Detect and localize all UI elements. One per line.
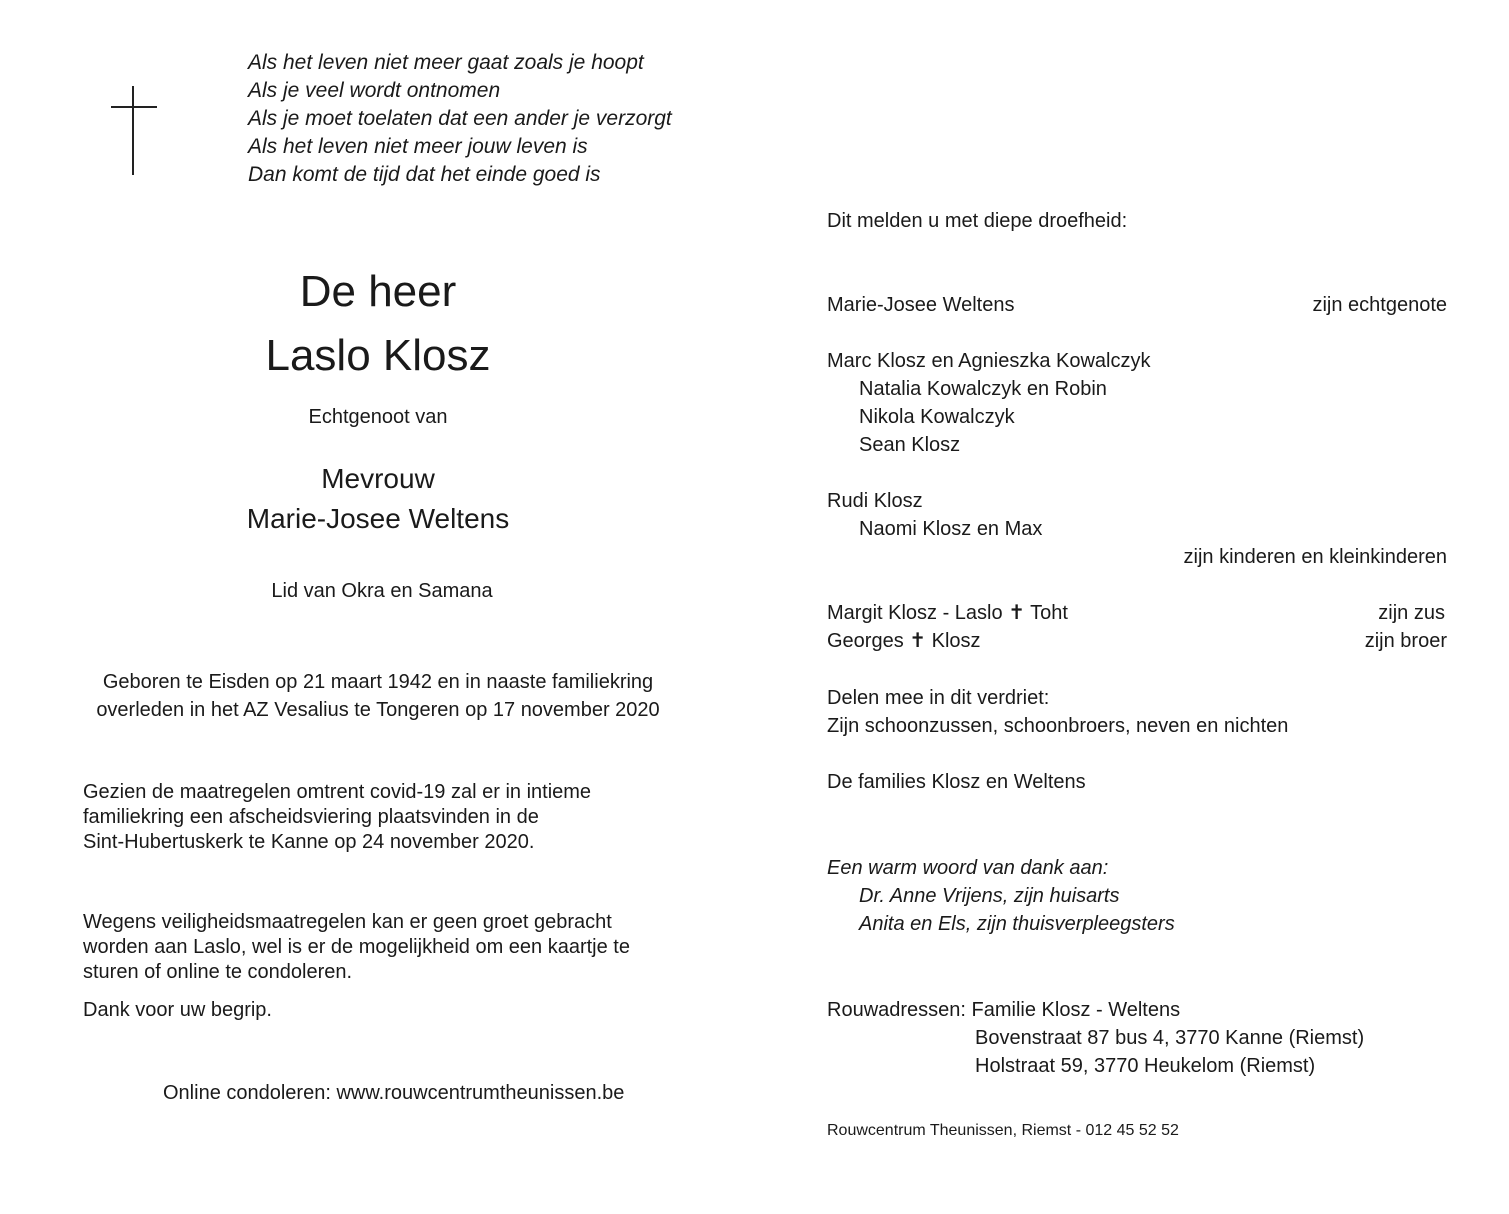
safety-paragraph — [83, 910, 723, 985]
sister-name-part: Margit Klosz - Laslo — [827, 602, 1003, 624]
poem-line: Als je veel wordt ontnomen — [248, 79, 501, 102]
address-line: Holstraat 59, 3770 Heukelom (Riemst) — [975, 1055, 1316, 1077]
thanks-line: Anita en Els, zijn thuisverpleegsters — [859, 913, 1175, 935]
share-line: Zijn schoonzussen, schoonbroers, neven en nichten — [827, 715, 1289, 737]
deceased-title: De heer — [299, 267, 457, 316]
children-role: zijn kinderen en kleinkinderen — [1183, 546, 1447, 568]
thanks-heading: Een warm woord van dank aan: — [827, 857, 1109, 879]
sister-role: zijn zus — [1378, 602, 1445, 624]
birth-death — [78, 668, 678, 724]
child-entry: Marc Klosz en Agnieszka Kowalczyk — [827, 350, 1151, 372]
grandchild-entry: Naomi Klosz en Max — [859, 518, 1043, 540]
families: De families Klosz en Weltens — [827, 771, 1086, 793]
cross-icon: ✝ — [909, 630, 927, 652]
poem-line: Als je moet toelaten dat een ander je verzorgt — [248, 107, 672, 130]
thanks-line: Dr. Anne Vrijens, zijn huisarts — [859, 885, 1120, 907]
membership: Lid van Okra en Samana — [271, 580, 493, 602]
ceremony-paragraph — [83, 780, 723, 855]
announcement: Dit melden u met diepe droefheid: — [827, 210, 1128, 232]
grandchild-entry: Sean Klosz — [859, 434, 961, 456]
spouse-name: Marie-Josee Weltens — [246, 503, 510, 534]
paragraph-line: Gezien de maatregelen omtrent covid-19 zal er in intieme — [83, 781, 592, 803]
brother-role: zijn broer — [1364, 630, 1447, 652]
brother-name-part: Klosz — [931, 630, 981, 652]
relation-label: Echtgenoot van — [308, 406, 448, 428]
address-label: Rouwadressen: Familie Klosz - Weltens — [827, 999, 1181, 1021]
poem-line: Als het leven niet meer gaat zoals je hoopt — [248, 51, 644, 74]
grandchild-entry: Nikola Kowalczyk — [859, 406, 1015, 428]
sister-entry — [827, 599, 1068, 627]
share-heading: Delen mee in dit verdriet: — [827, 687, 1050, 709]
cross-icon: ✝ — [1008, 602, 1025, 624]
brother-entry — [827, 627, 981, 655]
poem-line: Als het leven niet meer jouw leven is — [248, 135, 588, 158]
poem-line: Dan komt de tijd dat het einde goed is — [248, 163, 601, 186]
paragraph-line: Wegens veiligheidsmaatregelen kan er geen groet gebracht — [83, 911, 612, 933]
footer-funeral-home: Rouwcentrum Theunissen, Riemst - 012 45 52 52 — [827, 1122, 1179, 1139]
spouse-title: Mevrouw — [321, 463, 435, 494]
brother-name-part: Georges — [827, 630, 904, 652]
grandchild-entry: Natalia Kowalczyk en Robin — [859, 378, 1107, 400]
birth-line: Geboren te Eisden op 21 maart 1942 en in naaste familiekring — [102, 671, 654, 693]
address-line: Bovenstraat 87 bus 4, 3770 Kanne (Riemst) — [975, 1027, 1365, 1049]
poem — [248, 49, 672, 189]
paragraph-line: familiekring een afscheidsviering plaatsvinden in de — [83, 806, 539, 828]
sister-name-part: Toht — [1030, 602, 1068, 624]
thanks-understanding: Dank voor uw begrip. — [83, 999, 272, 1021]
spouse-entry: Marie-Josee Weltens — [827, 294, 1015, 316]
spouse-role: zijn echtgenote — [1312, 294, 1447, 316]
paragraph-line: Sint-Hubertuskerk te Kanne op 24 november 2020. — [83, 831, 535, 853]
online-condolence: Online condoleren: www.rouwcentrumtheunissen.be — [163, 1082, 625, 1104]
death-line: overleden in het AZ Vesalius te Tongeren op 17 november 2020 — [96, 699, 660, 721]
deceased-name: Laslo Klosz — [265, 331, 491, 380]
paragraph-line: sturen of online te condoleren. — [83, 961, 353, 983]
paragraph-line: worden aan Laslo, wel is er de mogelijkheid om een kaartje te — [83, 936, 630, 958]
child-entry: Rudi Klosz — [827, 490, 923, 512]
